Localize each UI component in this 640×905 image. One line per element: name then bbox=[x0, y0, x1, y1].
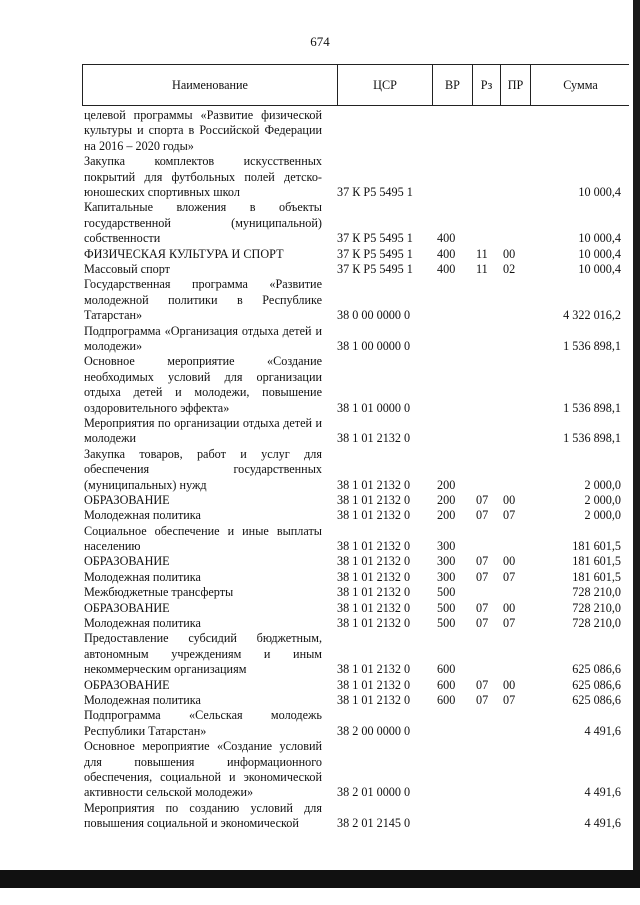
cell-vr: 200 bbox=[437, 508, 456, 523]
cell-pr: 07 bbox=[503, 616, 516, 631]
cell-sum: 1 536 898,1 bbox=[563, 400, 621, 415]
cell-csr: 38 2 01 0000 0 bbox=[337, 785, 411, 800]
table-row bbox=[0, 708, 640, 739]
cell-vr bbox=[437, 401, 467, 416]
cell-rz bbox=[476, 478, 496, 493]
cell-sum: 10 000,4 bbox=[578, 246, 621, 261]
cell-name: Закупка комплектов искусственных покрытий для футбольных полей детско-юношеских спортивных школ bbox=[84, 154, 322, 199]
cell-name: ОБРАЗОВАНИЕ bbox=[84, 492, 170, 507]
cell-rz bbox=[476, 816, 496, 831]
cell-rz bbox=[476, 308, 496, 323]
cell-vr bbox=[437, 724, 467, 739]
cell-sum: 10 000,4 bbox=[578, 261, 621, 276]
cell-pr: 00 bbox=[503, 246, 516, 261]
cell-name: Государственная программа «Развитие молодежной политики в Республике Татарстан» bbox=[84, 277, 322, 323]
cell-vr: 600 bbox=[437, 662, 456, 677]
table-row bbox=[0, 524, 640, 555]
cell-sum: 728 210,0 bbox=[572, 600, 621, 615]
header-sum: Сумма bbox=[530, 65, 630, 105]
cell-csr: 38 1 01 2132 0 bbox=[337, 693, 411, 708]
table-row bbox=[0, 277, 640, 323]
cell-vr: 500 bbox=[437, 616, 456, 631]
table-row bbox=[0, 739, 640, 801]
cell-csr: 38 1 01 2132 0 bbox=[337, 569, 411, 584]
table-row bbox=[0, 616, 640, 631]
cell-rz: 07 bbox=[476, 616, 489, 631]
table-row bbox=[0, 801, 640, 832]
cell-sum: 4 491,6 bbox=[584, 723, 621, 738]
cell-csr: 38 2 00 0000 0 bbox=[337, 723, 411, 738]
table-row bbox=[0, 554, 640, 569]
cell-name: Молодежная политика bbox=[84, 569, 201, 584]
table-row bbox=[0, 324, 640, 355]
table-row bbox=[0, 585, 640, 600]
cell-pr: 00 bbox=[503, 600, 516, 615]
cell-csr: 38 1 01 2132 0 bbox=[337, 539, 411, 554]
scan-edge-bottom bbox=[0, 870, 640, 888]
cell-name: Основное мероприятие «Создание условий для повышения информационного обеспечения, социальной и экономической активности сельской молодежи» bbox=[84, 739, 322, 800]
cell-name: ОБРАЗОВАНИЕ bbox=[84, 677, 170, 692]
cell-vr: 600 bbox=[437, 693, 456, 708]
cell-vr: 400 bbox=[437, 231, 456, 246]
cell-sum bbox=[530, 139, 621, 154]
cell-csr: 38 1 01 2132 0 bbox=[337, 508, 411, 523]
cell-rz: 07 bbox=[476, 693, 489, 708]
cell-pr: 02 bbox=[503, 261, 516, 276]
cell-name: Основное мероприятие «Создание необходимых условий для организации отдыха детей и молодежи, повышение оздоровительного эффекта» bbox=[84, 354, 322, 415]
cell-pr bbox=[503, 478, 523, 493]
cell-pr bbox=[503, 308, 523, 323]
cell-pr bbox=[503, 339, 523, 354]
cell-name: Молодежная политика bbox=[84, 616, 201, 631]
cell-sum: 625 086,6 bbox=[572, 662, 621, 677]
table-row bbox=[0, 247, 640, 262]
cell-pr bbox=[503, 662, 523, 677]
table-row bbox=[0, 354, 640, 416]
cell-rz bbox=[476, 431, 496, 446]
cell-csr: 38 1 01 2132 0 bbox=[337, 477, 411, 492]
table-row bbox=[0, 631, 640, 677]
cell-name: Мероприятия по организации отдыха детей и молодежи bbox=[84, 415, 322, 446]
table-row bbox=[0, 493, 640, 508]
cell-rz bbox=[476, 139, 496, 154]
cell-rz bbox=[476, 585, 496, 600]
cell-vr: 300 bbox=[437, 539, 456, 554]
cell-vr: 500 bbox=[437, 600, 456, 615]
header-vr: ВР bbox=[432, 65, 472, 105]
cell-csr: 38 1 01 2132 0 bbox=[337, 616, 411, 631]
cell-csr: 37 К Р5 5495 1 bbox=[337, 246, 413, 261]
cell-name: ФИЗИЧЕСКАЯ КУЛЬТУРА И СПОРТ bbox=[84, 246, 284, 261]
cell-vr: 500 bbox=[437, 585, 456, 600]
cell-sum: 728 210,0 bbox=[572, 616, 621, 631]
header-name: Наименование bbox=[172, 78, 248, 92]
cell-sum: 181 601,5 bbox=[572, 569, 621, 584]
cell-csr: 38 1 01 2132 0 bbox=[337, 677, 411, 692]
cell-rz bbox=[476, 339, 496, 354]
cell-name: Мероприятия по созданию условий для повышения социальной и экономической bbox=[84, 800, 322, 831]
cell-vr: 200 bbox=[437, 492, 456, 507]
cell-name: Закупка товаров, работ и услуг для обеспечения государственных (муниципальных) нужд bbox=[84, 446, 322, 492]
cell-pr bbox=[503, 724, 523, 739]
cell-name: Подпрограмма «Сельская молодежь Республики Татарстан» bbox=[84, 708, 322, 738]
cell-csr bbox=[337, 139, 427, 154]
table-row bbox=[0, 416, 640, 447]
table-row bbox=[0, 200, 640, 246]
cell-vr: 600 bbox=[437, 677, 456, 692]
page-number: 674 bbox=[310, 34, 330, 49]
cell-rz: 11 bbox=[476, 261, 488, 276]
table-row bbox=[0, 108, 640, 154]
table-row bbox=[0, 678, 640, 693]
cell-vr bbox=[437, 816, 467, 831]
cell-rz bbox=[476, 785, 496, 800]
cell-sum: 181 601,5 bbox=[572, 539, 621, 554]
cell-sum: 4 491,6 bbox=[584, 816, 621, 831]
cell-sum: 10 000,4 bbox=[578, 231, 621, 246]
cell-name: целевой программы «Развитие физической культуры и спорта в Российской Федерации на 2016 – 2020 годы» bbox=[84, 108, 322, 153]
cell-sum: 2 000,0 bbox=[584, 508, 621, 523]
cell-sum: 4 491,6 bbox=[584, 785, 621, 800]
cell-name: Подпрограмма «Организация отдыха детей и молодежи» bbox=[84, 323, 322, 353]
cell-rz: 07 bbox=[476, 677, 489, 692]
cell-name: ОБРАЗОВАНИЕ bbox=[84, 554, 170, 569]
header-rz: Рз bbox=[472, 65, 500, 105]
cell-pr bbox=[503, 585, 523, 600]
table-header bbox=[82, 64, 631, 106]
cell-name: Молодежная политика bbox=[84, 693, 201, 708]
cell-rz: 07 bbox=[476, 554, 489, 569]
header-pr: ПР bbox=[500, 65, 530, 105]
table-body bbox=[0, 108, 640, 832]
cell-rz bbox=[476, 539, 496, 554]
cell-rz bbox=[476, 662, 496, 677]
cell-csr: 37 К Р5 5495 1 bbox=[337, 261, 413, 276]
table-row bbox=[0, 262, 640, 277]
header-csr: ЦСР bbox=[337, 65, 432, 105]
cell-pr bbox=[503, 139, 523, 154]
cell-name: Межбюджетные трансферты bbox=[84, 585, 234, 600]
table-row bbox=[0, 154, 640, 200]
table-row bbox=[0, 570, 640, 585]
cell-pr bbox=[503, 539, 523, 554]
cell-pr: 00 bbox=[503, 492, 516, 507]
cell-name: ОБРАЗОВАНИЕ bbox=[84, 600, 170, 615]
cell-sum: 1 536 898,1 bbox=[563, 338, 621, 353]
cell-sum: 1 536 898,1 bbox=[563, 431, 621, 446]
cell-rz: 11 bbox=[476, 246, 488, 261]
scan-edge-right bbox=[629, 0, 640, 888]
cell-csr: 37 К Р5 5495 1 bbox=[337, 184, 413, 199]
cell-sum: 4 322 016,2 bbox=[563, 308, 621, 323]
cell-rz: 07 bbox=[476, 508, 489, 523]
cell-csr: 38 1 01 2132 0 bbox=[337, 554, 411, 569]
cell-vr bbox=[437, 785, 467, 800]
cell-pr bbox=[503, 816, 523, 831]
cell-pr bbox=[503, 785, 523, 800]
cell-csr: 38 1 01 0000 0 bbox=[337, 400, 411, 415]
cell-pr: 00 bbox=[503, 554, 516, 569]
cell-csr: 38 1 01 2132 0 bbox=[337, 431, 411, 446]
cell-rz bbox=[476, 231, 496, 246]
cell-sum: 625 086,6 bbox=[572, 677, 621, 692]
cell-pr: 07 bbox=[503, 693, 516, 708]
cell-name: Массовый спорт bbox=[84, 261, 170, 276]
cell-sum: 2 000,0 bbox=[584, 492, 621, 507]
cell-vr bbox=[437, 139, 467, 154]
cell-csr: 38 1 01 2132 0 bbox=[337, 662, 411, 677]
table-row bbox=[0, 508, 640, 523]
cell-rz bbox=[476, 401, 496, 416]
cell-csr: 38 0 00 0000 0 bbox=[337, 308, 411, 323]
table-row bbox=[0, 693, 640, 708]
cell-vr bbox=[437, 185, 467, 200]
cell-sum: 625 086,6 bbox=[572, 693, 621, 708]
cell-vr: 400 bbox=[437, 246, 456, 261]
cell-pr: 00 bbox=[503, 677, 516, 692]
cell-name: Молодежная политика bbox=[84, 508, 201, 523]
cell-name: Предоставление субсидий бюджетным, автономным учреждениям и иным некоммерческим организациям bbox=[84, 631, 322, 677]
cell-sum: 181 601,5 bbox=[572, 554, 621, 569]
cell-pr bbox=[503, 431, 523, 446]
cell-pr bbox=[503, 185, 523, 200]
cell-vr bbox=[437, 431, 467, 446]
cell-rz: 07 bbox=[476, 600, 489, 615]
cell-csr: 38 2 01 2145 0 bbox=[337, 816, 411, 831]
cell-pr bbox=[503, 401, 523, 416]
cell-vr bbox=[437, 308, 467, 323]
table-row bbox=[0, 447, 640, 493]
cell-rz bbox=[476, 185, 496, 200]
cell-csr: 38 1 01 2132 0 bbox=[337, 585, 411, 600]
cell-csr: 38 1 00 0000 0 bbox=[337, 338, 411, 353]
cell-pr: 07 bbox=[503, 508, 516, 523]
cell-csr: 38 1 01 2132 0 bbox=[337, 600, 411, 615]
cell-sum: 10 000,4 bbox=[578, 184, 621, 199]
cell-rz: 07 bbox=[476, 492, 489, 507]
cell-rz: 07 bbox=[476, 569, 489, 584]
cell-pr: 07 bbox=[503, 569, 516, 584]
cell-csr: 38 1 01 2132 0 bbox=[337, 492, 411, 507]
cell-sum: 728 210,0 bbox=[572, 585, 621, 600]
cell-vr bbox=[437, 339, 467, 354]
cell-name: Социальное обеспечение и иные выплаты населению bbox=[84, 523, 322, 554]
cell-name: Капитальные вложения в объекты государственной (муниципальной) собственности bbox=[84, 200, 322, 246]
cell-sum: 2 000,0 bbox=[584, 477, 621, 492]
table-row bbox=[0, 601, 640, 616]
cell-vr: 400 bbox=[437, 261, 456, 276]
cell-csr: 37 К Р5 5495 1 bbox=[337, 231, 413, 246]
cell-vr: 200 bbox=[437, 477, 456, 492]
cell-vr: 300 bbox=[437, 554, 456, 569]
cell-pr bbox=[503, 231, 523, 246]
cell-rz bbox=[476, 724, 496, 739]
cell-vr: 300 bbox=[437, 569, 456, 584]
